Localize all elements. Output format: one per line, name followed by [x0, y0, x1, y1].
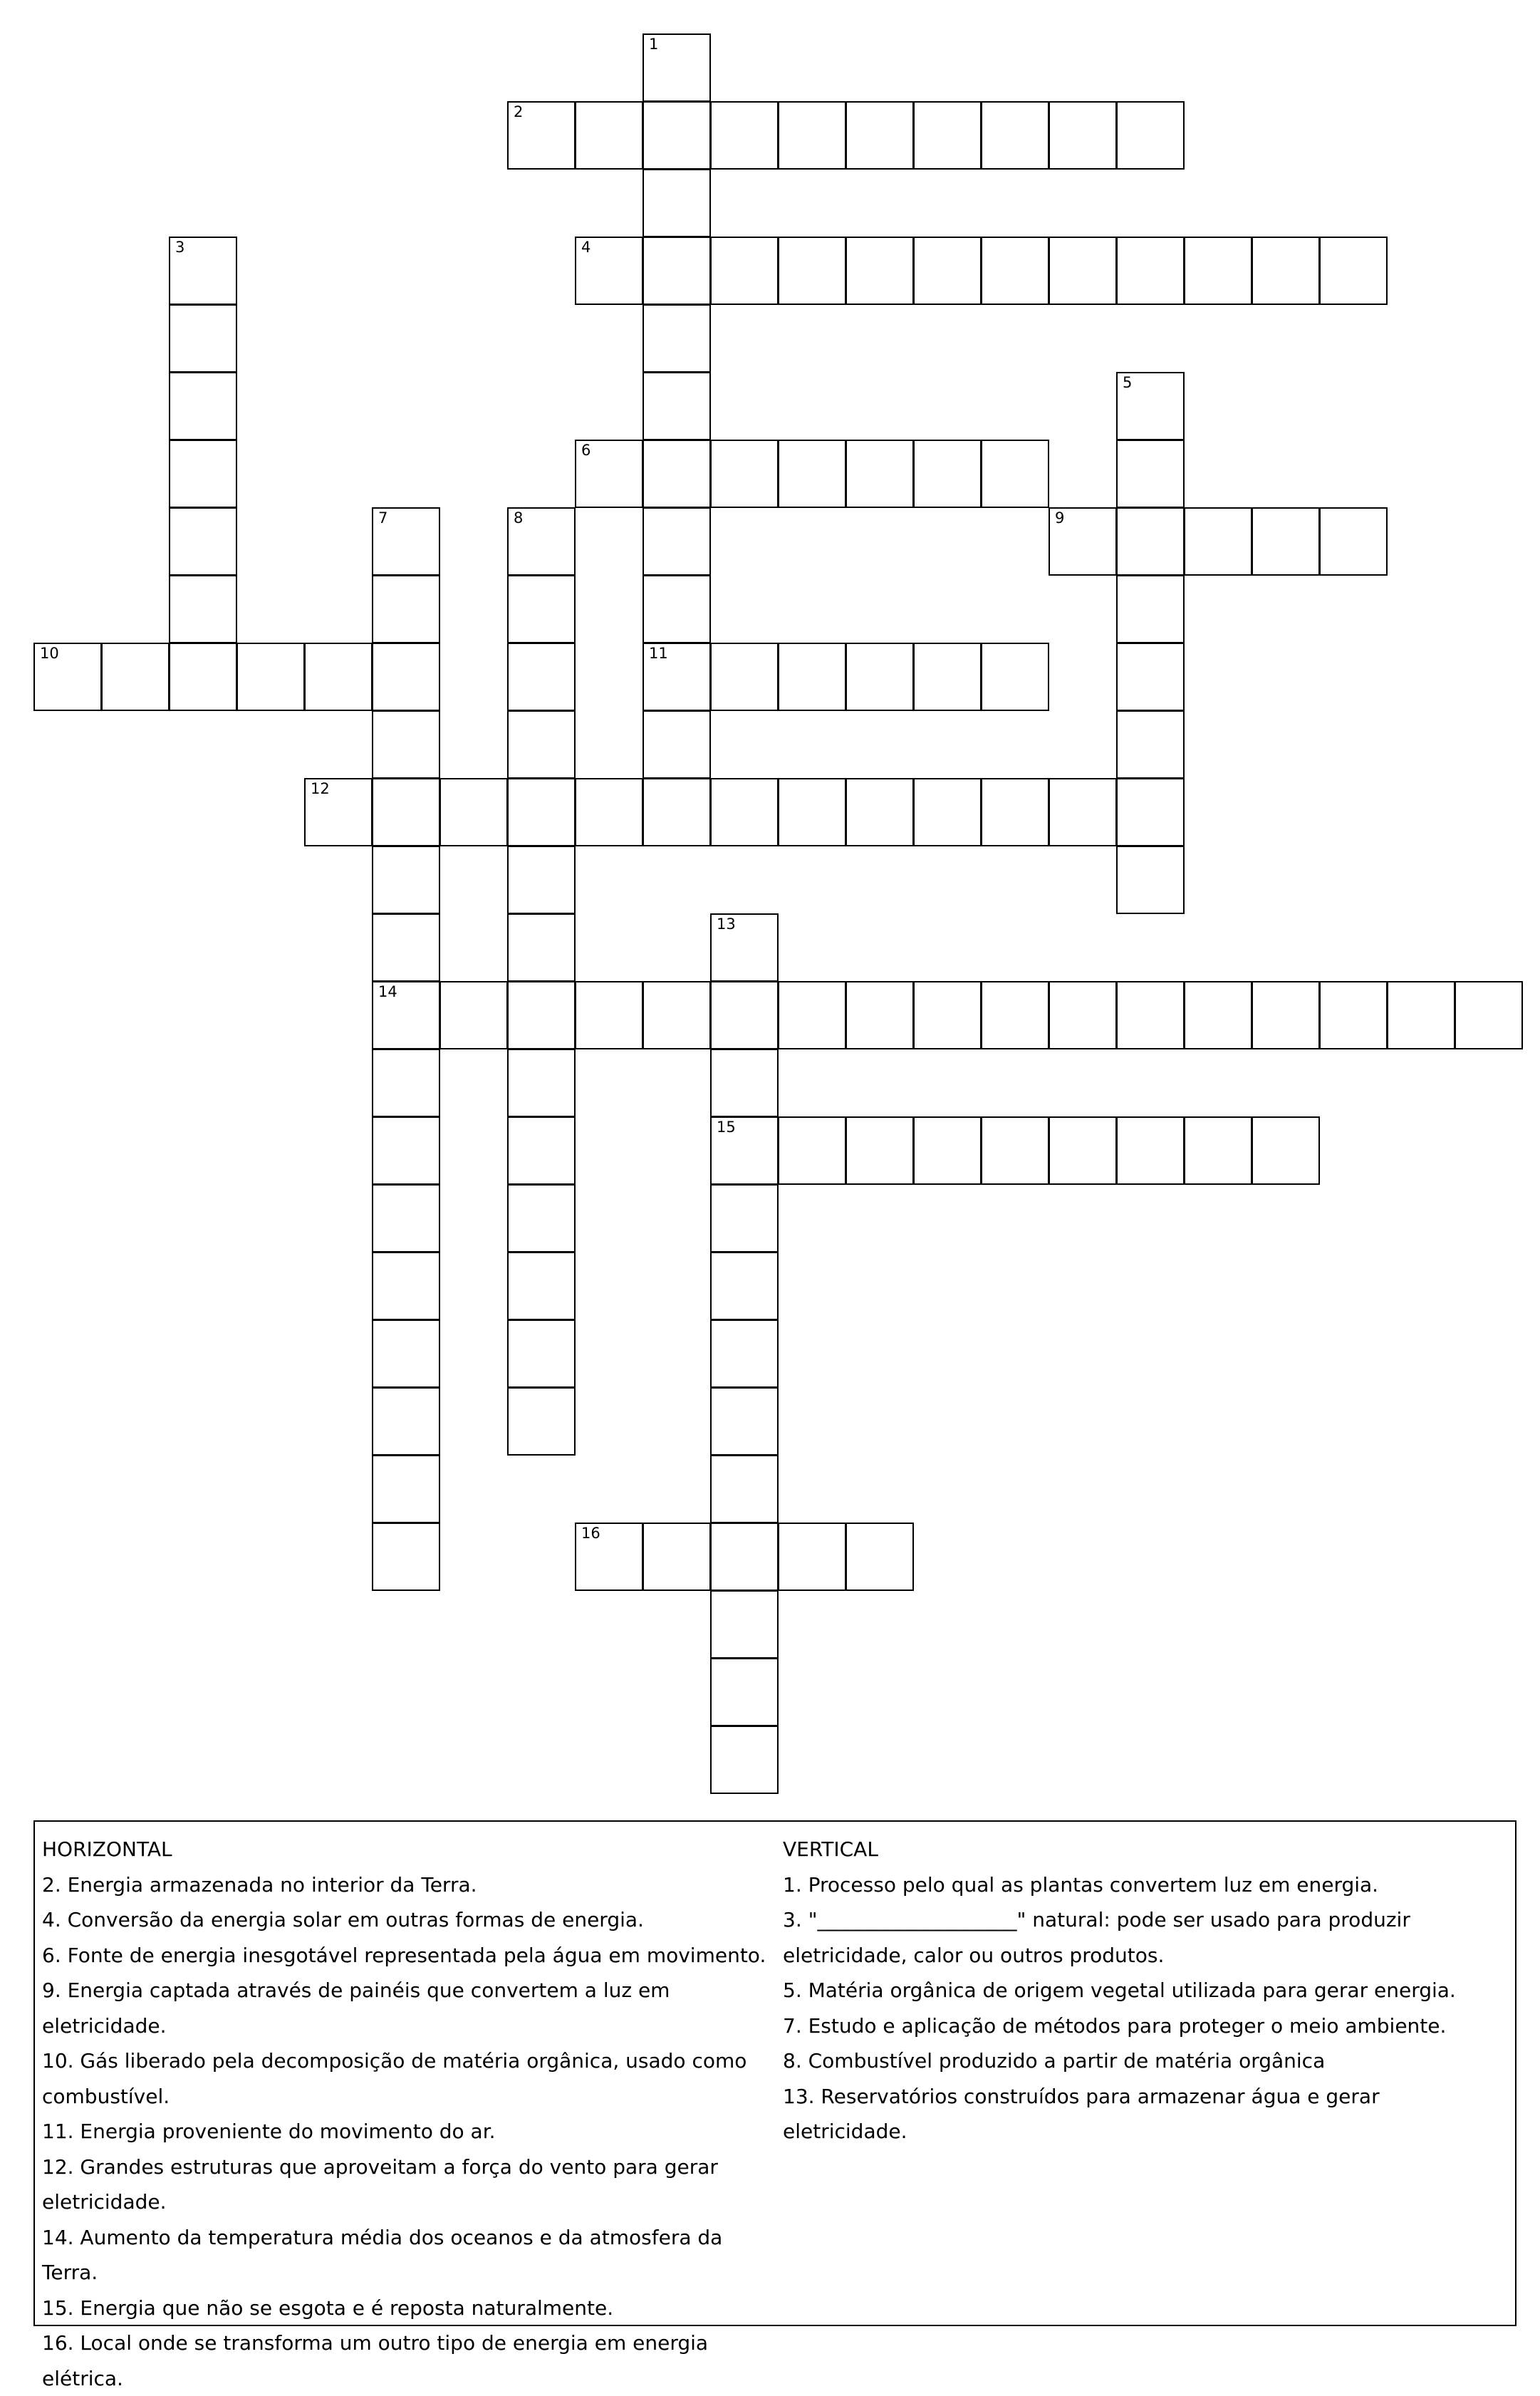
- horizontal-clue-line: 6. Fonte de energia inesgotável representada pela água em movimento.: [42, 1943, 766, 1967]
- crossword-cell[interactable]: [913, 237, 982, 305]
- crossword-cell[interactable]: [913, 440, 982, 508]
- crossword-cell[interactable]: [846, 1523, 914, 1591]
- clue-number: 9: [1055, 509, 1065, 527]
- clue-number: 1: [649, 36, 659, 53]
- crossword-cell[interactable]: [507, 846, 576, 914]
- horizontal-title: HORIZONTAL: [42, 1837, 172, 1861]
- clue-number: 2: [514, 103, 524, 120]
- crossword-cell[interactable]: [642, 304, 711, 373]
- crossword-cell[interactable]: [1455, 981, 1523, 1049]
- crossword-cell[interactable]: [101, 643, 170, 711]
- crossword-cell[interactable]: [372, 575, 440, 643]
- crossword-cell[interactable]: [575, 778, 643, 846]
- horizontal-clue-line: 11. Energia proveniente do movimento do ar.: [42, 2120, 496, 2143]
- crossword-cell[interactable]: [778, 981, 846, 1049]
- crossword-cell[interactable]: [846, 237, 914, 305]
- horizontal-clue-line: 9. Energia captada através de painéis que convertem a luz em eletricidade.: [42, 1978, 670, 2038]
- clues-box: [33, 1820, 1516, 2390]
- crossword-cell[interactable]: [575, 101, 643, 170]
- crossword-cell[interactable]: [642, 507, 711, 576]
- crossword-cell[interactable]: [1252, 1116, 1320, 1185]
- horizontal-clue-line: 14. Aumento da temperatura média dos oceanos e da atmosfera da Terra.: [42, 2225, 723, 2284]
- crossword-cell[interactable]: [304, 643, 373, 711]
- horizontal-clue-line: 2. Energia armazenada no interior da Terra.: [42, 1872, 477, 1897]
- crossword-cell[interactable]: [33, 643, 102, 711]
- crossword-cell[interactable]: [1116, 507, 1185, 576]
- crossword-cell[interactable]: [439, 778, 508, 846]
- crossword-cell[interactable]: [1049, 1116, 1117, 1185]
- crossword-cell[interactable]: [913, 778, 982, 846]
- horizontal-clue-line: combustível.: [42, 2084, 170, 2108]
- crossword-cell[interactable]: [642, 981, 711, 1049]
- crossword-cell[interactable]: [507, 1116, 576, 1185]
- crossword-cell[interactable]: [575, 981, 643, 1049]
- crossword-cell[interactable]: [236, 643, 305, 711]
- horizontal-clue-line: 12. Grandes estruturas que aproveitam a força do vento para gerar: [42, 2154, 718, 2179]
- crossword-cell[interactable]: [372, 981, 440, 1049]
- crossword-cell[interactable]: [1252, 507, 1320, 576]
- crossword-cell[interactable]: [981, 643, 1049, 711]
- crossword-cell[interactable]: [1049, 237, 1117, 305]
- crossword-cell[interactable]: [710, 1590, 779, 1659]
- crossword-cell[interactable]: [1319, 981, 1388, 1049]
- crossword-cell[interactable]: [507, 1319, 576, 1388]
- crossword-cell[interactable]: [372, 1252, 440, 1320]
- crossword-cell[interactable]: [642, 440, 711, 508]
- crossword-cell[interactable]: [507, 507, 576, 576]
- crossword-cell[interactable]: [710, 1455, 779, 1523]
- crossword-cell[interactable]: [575, 237, 643, 305]
- crossword-cell[interactable]: [642, 575, 711, 643]
- crossword-cell[interactable]: [1116, 643, 1185, 711]
- vertical-clue-line: 1. Processo pelo qual as plantas convertem luz em energia.: [783, 1872, 1379, 1897]
- crossword-cell[interactable]: [642, 237, 711, 305]
- clue-number: 13: [717, 916, 736, 933]
- horizontal-clue-line: 4. Conversão da energia solar em outras formas de energia.: [42, 1908, 644, 1931]
- crossword-cell[interactable]: [981, 440, 1049, 508]
- crossword-cell[interactable]: [1049, 507, 1117, 576]
- crossword-cell[interactable]: [372, 1319, 440, 1388]
- crossword-cell[interactable]: [981, 778, 1049, 846]
- crossword-cell[interactable]: [1116, 372, 1185, 440]
- crossword-cell[interactable]: [710, 1252, 779, 1320]
- crossword-cell[interactable]: [778, 778, 846, 846]
- crossword-cell[interactable]: [710, 913, 779, 982]
- crossword-cell[interactable]: [642, 643, 711, 711]
- crossword-cell[interactable]: [642, 33, 711, 102]
- crossword-cell[interactable]: [372, 1523, 440, 1591]
- crossword-cell[interactable]: [1116, 440, 1185, 508]
- crossword-cell[interactable]: [372, 1116, 440, 1185]
- crossword-cell[interactable]: [778, 643, 846, 711]
- clue-number: 3: [175, 239, 185, 256]
- crossword-cell[interactable]: [1319, 237, 1388, 305]
- crossword-cell[interactable]: [169, 507, 237, 576]
- crossword-cell[interactable]: [439, 981, 508, 1049]
- clue-number: 12: [311, 780, 330, 797]
- crossword-cell[interactable]: [778, 1116, 846, 1185]
- crossword-cell[interactable]: [507, 1387, 576, 1456]
- horizontal-clue-line: 16. Local onde se transforma um outro tipo de energia em energia elétrica.: [42, 2331, 709, 2390]
- crossword-cell[interactable]: [1116, 981, 1185, 1049]
- crossword-cell[interactable]: [710, 1319, 779, 1388]
- crossword-cell[interactable]: [507, 1184, 576, 1253]
- crossword-cell[interactable]: [372, 846, 440, 914]
- clue-number: 6: [581, 442, 591, 459]
- crossword-cell[interactable]: [913, 981, 982, 1049]
- vertical-clue-line: 13. Reservatórios construídos para armazenar água e gerar eletricidade.: [783, 2084, 1380, 2143]
- crossword-cell[interactable]: [981, 237, 1049, 305]
- crossword-cell[interactable]: [981, 981, 1049, 1049]
- crossword-cell[interactable]: [846, 1116, 914, 1185]
- crossword-cell[interactable]: [169, 372, 237, 440]
- crossword-cell[interactable]: [1184, 1116, 1252, 1185]
- crossword-cell[interactable]: [642, 101, 711, 170]
- crossword-cell[interactable]: [710, 1387, 779, 1456]
- crossword-cell[interactable]: [507, 1252, 576, 1320]
- vertical-clue-line: 7. Estudo e aplicação de métodos para proteger o meio ambiente.: [783, 2013, 1447, 2038]
- crossword-cell[interactable]: [1184, 237, 1252, 305]
- crossword-cell[interactable]: [1184, 507, 1252, 576]
- crossword-cell[interactable]: [372, 643, 440, 711]
- clue-number: 15: [717, 1119, 736, 1136]
- horizontal-clue-line: 15. Energia que não se esgota e é reposta naturalmente.: [42, 2296, 614, 2320]
- clue-number: 16: [581, 1525, 600, 1542]
- crossword-cell[interactable]: [846, 101, 914, 170]
- crossword-cell[interactable]: [710, 1658, 779, 1726]
- crossword-cell[interactable]: [1116, 237, 1185, 305]
- crossword-cell[interactable]: [778, 237, 846, 305]
- crossword-cell[interactable]: [710, 1523, 779, 1591]
- horizontal-clues: [42, 1832, 779, 2396]
- vertical-clue-line: eletricidade, calor ou outros produtos.: [783, 1943, 1165, 1967]
- crossword-cell[interactable]: [778, 1523, 846, 1591]
- vertical-clue-line: 5. Matéria orgânica de origem vegetal utilizada para gerar energia.: [783, 1978, 1456, 2002]
- crossword-cell[interactable]: [710, 237, 779, 305]
- crossword-cell[interactable]: [1116, 575, 1185, 643]
- crossword-cell[interactable]: [575, 1523, 643, 1591]
- crossword-cell[interactable]: [981, 1116, 1049, 1185]
- clue-number: 11: [649, 645, 668, 662]
- crossword-cell[interactable]: [642, 372, 711, 440]
- crossword-cell[interactable]: [1252, 981, 1320, 1049]
- crossword-cell[interactable]: [169, 575, 237, 643]
- crossword-cell[interactable]: [846, 440, 914, 508]
- crossword-cell[interactable]: [507, 575, 576, 643]
- crossword-cell[interactable]: [846, 643, 914, 711]
- crossword-cell[interactable]: [1184, 981, 1252, 1049]
- crossword-cell[interactable]: [1049, 778, 1117, 846]
- crossword-cell[interactable]: [372, 913, 440, 982]
- crossword-cell[interactable]: [507, 643, 576, 711]
- clue-number: 8: [514, 509, 524, 527]
- horizontal-clue-line: 10. Gás liberado pela decomposição de matéria orgânica, usado como: [42, 2049, 747, 2073]
- crossword-cell[interactable]: [1116, 710, 1185, 779]
- vertical-clues: [783, 1832, 1506, 2149]
- crossword-cell[interactable]: [372, 778, 440, 846]
- crossword-cell[interactable]: [507, 913, 576, 982]
- horizontal-clue-line: eletricidade.: [42, 2190, 167, 2214]
- crossword-cell[interactable]: [846, 981, 914, 1049]
- crossword-cell[interactable]: [507, 1049, 576, 1117]
- clue-number: 10: [40, 645, 59, 662]
- crossword-cell[interactable]: [1387, 981, 1455, 1049]
- crossword-cell[interactable]: [710, 1049, 779, 1117]
- crossword-cell[interactable]: [1116, 101, 1185, 170]
- crossword-cell[interactable]: [1319, 507, 1388, 576]
- vertical-title: VERTICAL: [783, 1837, 878, 1861]
- crossword-cell[interactable]: [169, 643, 237, 711]
- crossword-cell[interactable]: [1116, 846, 1185, 914]
- crossword-cell[interactable]: [1252, 237, 1320, 305]
- crossword-cell[interactable]: [642, 169, 711, 237]
- crossword-cell[interactable]: [981, 101, 1049, 170]
- crossword-cell[interactable]: [710, 101, 779, 170]
- crossword-cell[interactable]: [507, 778, 576, 846]
- crossword-cell[interactable]: [778, 101, 846, 170]
- crossword-cell[interactable]: [1049, 101, 1117, 170]
- crossword-cell[interactable]: [372, 507, 440, 576]
- clue-number: 14: [378, 983, 397, 1000]
- crossword-cell[interactable]: [710, 778, 779, 846]
- crossword-cell[interactable]: [372, 1387, 440, 1456]
- crossword-cell[interactable]: [372, 1184, 440, 1253]
- crossword-cell[interactable]: [710, 440, 779, 508]
- crossword-cell[interactable]: [304, 778, 373, 846]
- crossword-cell[interactable]: [372, 1455, 440, 1523]
- crossword-cell[interactable]: [169, 440, 237, 508]
- crossword-cell[interactable]: [372, 710, 440, 779]
- crossword-cell[interactable]: [913, 1116, 982, 1185]
- clue-number: 4: [581, 239, 591, 256]
- crossword-cell[interactable]: [169, 304, 237, 373]
- crossword-cell[interactable]: [1116, 1116, 1185, 1185]
- crossword-cell[interactable]: [1116, 778, 1185, 846]
- crossword-cell[interactable]: [710, 1726, 779, 1794]
- crossword-cell[interactable]: [710, 1184, 779, 1253]
- crossword-cell[interactable]: [642, 710, 711, 779]
- crossword-cell[interactable]: [642, 778, 711, 846]
- crossword-cell[interactable]: [913, 101, 982, 170]
- crossword-cell[interactable]: [575, 440, 643, 508]
- crossword-cell[interactable]: [710, 981, 779, 1049]
- crossword-cell[interactable]: [642, 1523, 711, 1591]
- crossword-cell[interactable]: [710, 643, 779, 711]
- crossword-cell[interactable]: [1049, 981, 1117, 1049]
- clue-number: 7: [378, 509, 388, 527]
- crossword-cell[interactable]: [169, 237, 237, 305]
- crossword-cell[interactable]: [507, 710, 576, 779]
- crossword-cell[interactable]: [710, 1116, 779, 1185]
- crossword-cell[interactable]: [846, 778, 914, 846]
- clue-number: 5: [1123, 374, 1133, 391]
- crossword-cell[interactable]: [913, 643, 982, 711]
- vertical-clue-line: 3. "____________________" natural: pode ser usado para produzir: [783, 1908, 1410, 1931]
- crossword-cell[interactable]: [372, 1049, 440, 1117]
- crossword-cell[interactable]: [507, 101, 576, 170]
- crossword-cell[interactable]: [778, 440, 846, 508]
- crossword-cell[interactable]: [507, 981, 576, 1049]
- vertical-clue-line: 8. Combustível produzido a partir de matéria orgânica: [783, 2049, 1326, 2073]
